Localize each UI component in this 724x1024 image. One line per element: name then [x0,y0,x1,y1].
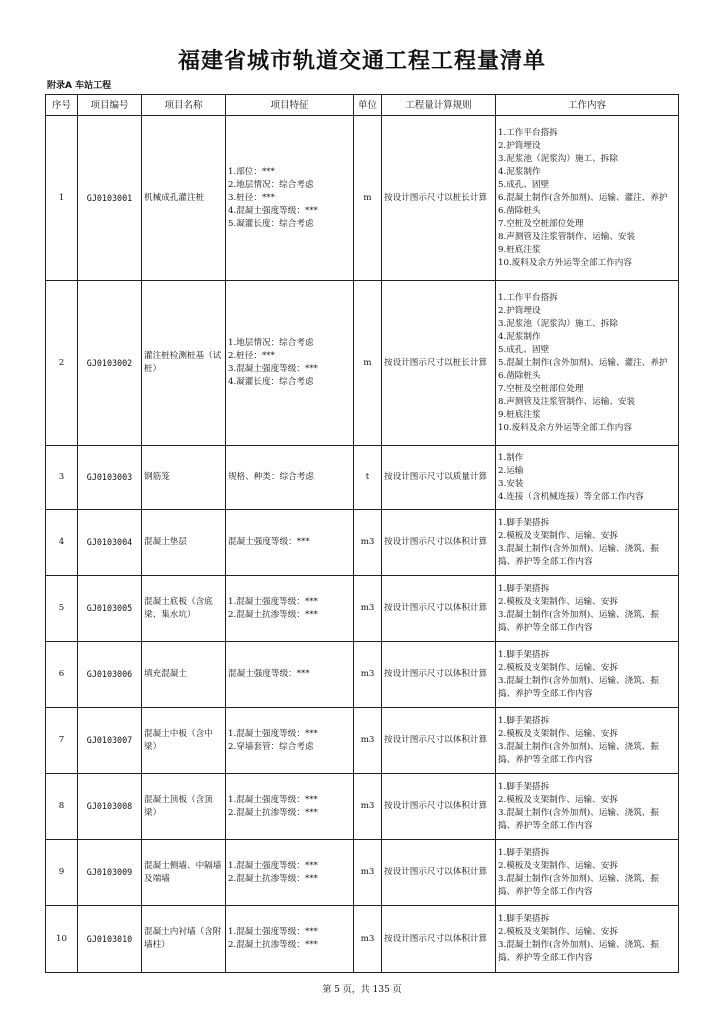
row-seq: 4 [46,510,78,576]
feature-line: 混凝土强度等级：*** [228,537,310,547]
work-line: 9.桩底注浆 [498,409,541,420]
feature-line: 2.地层情况：综合考虑 [228,179,314,190]
work-line: 3.泥浆池（泥浆沟）施工、拆除 [498,318,618,329]
work-line: 1.制作 [498,452,524,463]
row-code: GJ0103008 [78,774,142,840]
work-line: 7.空桩及空桩部位处理 [498,383,584,394]
table-row [46,446,679,510]
page-title: 福建省城市轨道交通工程工程量清单 [177,49,546,74]
feature-line: 2.穿墙套管：综合考虑 [228,741,314,752]
row-work [496,116,679,281]
row-work [496,774,679,840]
work-line: 5.成孔、固壁 [498,344,550,355]
work-line: 1.脚手架搭拆 [498,649,550,660]
row-seq: 6 [46,642,78,708]
row-features [226,281,354,446]
row-features [226,576,354,642]
row-work [496,708,679,774]
work-line: 3.混凝土制作(含外加剂)、运输、浇筑、振捣、养护等全部工作内容 [498,940,659,963]
row-unit: m3 [354,510,382,576]
row-rule: 按设计图示尺寸以体积计算 [382,906,496,973]
work-line: 2.模板及支架制作、运输、安拆 [498,530,618,541]
row-code: GJ0103002 [78,281,142,446]
row-name: 混凝土内衬墙（含附墙柱） [142,906,226,973]
work-line: 1.工作平台搭拆 [498,292,558,303]
row-features [226,446,354,510]
row-features [226,510,354,576]
header-code: 项目编号 [78,95,142,116]
row-name: 混凝土底板（含底梁、集水坑） [142,576,226,642]
bill-of-quantities-table [45,94,679,973]
header-rule: 工程量计算规则 [382,95,496,116]
row-unit: m3 [354,840,382,906]
feature-line: 规格、种类：综合考虑 [228,472,314,482]
feature-line: 4.凝灌长度：综合考虑 [228,377,314,387]
work-line: 3.混凝土制作(含外加剂)、运输、浇筑、振捣、养护等全部工作内容 [498,543,659,567]
row-rule: 按设计图示尺寸以体积计算 [382,708,496,774]
header-seq: 序号 [46,95,78,116]
work-line: 6.混凝土制作(含外加剂)、运输、灌注、养护 [498,192,668,203]
work-line: 2.模板及支架制作、运输、安拆 [498,728,618,739]
work-line: 3.安装 [498,478,524,489]
feature-line: 1.混凝土强度等级：*** [228,794,318,805]
row-name: 钢筋笼 [142,446,226,510]
table-row [46,642,679,708]
work-line: 2.护筒埋设 [498,140,541,151]
table-row [46,116,679,281]
feature-line: 3.混凝土强度等级：*** [228,364,318,374]
work-line: 1.脚手架搭拆 [498,583,550,594]
feature-line: 3.桩径：*** [228,192,275,203]
row-code: GJ0103006 [78,642,142,708]
row-work [496,906,679,973]
row-rule: 按设计图示尺寸以体积计算 [382,642,496,708]
work-line: 2.模板及支架制作、运输、安拆 [498,794,618,805]
work-line: 8.声测管及注浆管制作、运输、安装 [498,231,636,242]
feature-line: 2.桩径：*** [228,351,275,361]
row-seq: 3 [46,446,78,510]
row-name: 混凝土中板（含中梁） [142,708,226,774]
work-line: 1.脚手架搭拆 [498,781,550,792]
table-row [46,774,679,840]
work-line: 2.模板及支架制作、运输、安拆 [498,662,618,673]
work-line: 3.混凝土制作(含外加剂)、运输、浇筑、振捣、养护等全部工作内容 [498,609,659,633]
row-unit: m3 [354,708,382,774]
row-work [496,510,679,576]
work-line: 8.声测管及注浆管制作、运输、安装 [498,396,636,407]
work-line: 7.空桩及空桩部位处理 [498,218,584,229]
row-features [226,906,354,973]
header-name: 项目名称 [142,95,226,116]
row-unit: m [354,116,382,281]
appendix-label: 附录A 车站工程 [47,81,112,91]
table-row [46,708,679,774]
row-seq: 10 [46,906,78,973]
table-row [46,906,679,973]
row-code: GJ0103003 [78,446,142,510]
work-line: 10.废料及余方外运等全部工作内容 [498,422,632,433]
header-work: 工作内容 [496,95,679,116]
row-features [226,116,354,281]
feature-line: 2.混凝土抗渗等级：*** [228,873,318,884]
feature-line: 1.部位：*** [228,166,275,177]
feature-line: 1.混凝土强度等级：*** [228,927,318,937]
row-features [226,840,354,906]
work-line: 1.工作平台搭拆 [498,127,558,138]
row-seq: 7 [46,708,78,774]
row-work [496,840,679,906]
row-name: 灌注桩检测桩基（试桩） [142,281,226,446]
row-seq: 2 [46,281,78,446]
row-rule: 按设计图示尺寸以桩长计算 [382,281,496,446]
table-row [46,281,679,446]
row-rule: 按设计图示尺寸以体积计算 [382,510,496,576]
row-rule: 按设计图示尺寸以桩长计算 [382,116,496,281]
row-code: GJ0103010 [78,906,142,973]
row-rule: 按设计图示尺寸以体积计算 [382,774,496,840]
header-features: 项目特征 [226,95,354,116]
row-unit: m3 [354,642,382,708]
work-line: 3.混凝土制作(含外加剂)、运输、浇筑、振捣、养护等全部工作内容 [498,675,659,699]
row-seq: 5 [46,576,78,642]
row-work [496,446,679,510]
row-code: GJ0103009 [78,840,142,906]
row-seq: 8 [46,774,78,840]
row-rule: 按设计图示尺寸以质量计算 [382,446,496,510]
row-features [226,774,354,840]
feature-line: 1.混凝土强度等级：*** [228,728,318,739]
row-rule: 按设计图示尺寸以体积计算 [382,840,496,906]
feature-line: 2.混凝土抗渗等级：*** [228,807,318,818]
feature-line: 2.混凝土抗渗等级：*** [228,609,318,620]
work-line: 2.模板及支架制作、运输、安拆 [498,927,618,937]
work-line: 2.护筒埋设 [498,305,541,316]
feature-line: 1.地层情况：综合考虑 [228,338,314,348]
feature-line: 1.混凝土强度等级：*** [228,596,318,607]
work-line: 10.废料及余方外运等全部工作内容 [498,257,632,268]
work-line: 3.泥浆池（泥浆沟）施工、拆除 [498,153,618,164]
row-unit: t [354,446,382,510]
table-row [46,840,679,906]
feature-line: 5.凝灌长度：综合考虑 [228,218,314,229]
row-name: 混凝土顶板（含顶梁） [142,774,226,840]
work-line: 4.泥浆制作 [498,166,541,177]
table-row [46,510,679,576]
row-seq: 9 [46,840,78,906]
work-line: 4.连接（含机械连接）等全部工作内容 [498,491,644,502]
work-line: 1.脚手架搭拆 [498,847,550,858]
row-code: GJ0103005 [78,576,142,642]
table-row [46,576,679,642]
row-seq: 1 [46,116,78,281]
row-name: 填充混凝土 [142,642,226,708]
row-work [496,642,679,708]
work-line: 2.模板及支架制作、运输、安拆 [498,860,618,871]
row-code: GJ0103001 [78,116,142,281]
work-line: 2.模板及支架制作、运输、安拆 [498,596,618,607]
feature-line: 1.混凝土强度等级：*** [228,860,318,871]
row-name: 混凝土侧墙、中隔墙及端墙 [142,840,226,906]
work-line: 6.凿除桩头 [498,205,541,216]
work-line: 5.成孔、固壁 [498,179,550,190]
header-unit: 单位 [354,95,382,116]
work-line: 1.脚手架搭拆 [498,914,550,924]
row-code: GJ0103007 [78,708,142,774]
table-header-row [46,95,679,116]
work-line: 2.运输 [498,465,524,476]
row-features [226,642,354,708]
feature-line: 混凝土强度等级：*** [228,669,310,679]
page-footer: 第 5 页，共 135 页 [322,985,402,995]
work-line: 9.桩底注浆 [498,244,541,255]
work-line: 1.脚手架搭拆 [498,517,550,528]
row-name: 机械成孔灌注桩 [142,116,226,281]
work-line: 3.混凝土制作(含外加剂)、运输、浇筑、振捣、养护等全部工作内容 [498,873,659,897]
work-line: 3.混凝土制作(含外加剂)、运输、浇筑、振捣、养护等全部工作内容 [498,741,659,765]
row-unit: m3 [354,774,382,840]
work-line: 4.泥浆制作 [498,331,541,342]
work-line: 6.凿除桩头 [498,370,541,381]
row-rule: 按设计图示尺寸以体积计算 [382,576,496,642]
row-unit: m3 [354,906,382,973]
row-unit: m3 [354,576,382,642]
work-line: 5.混凝土制作(含外加剂)、运输、灌注、养护 [498,357,668,368]
work-line: 1.脚手架搭拆 [498,715,550,726]
row-work [496,576,679,642]
feature-line: 2.混凝土抗渗等级：*** [228,940,318,950]
row-unit: m [354,281,382,446]
work-line: 3.混凝土制作(含外加剂)、运输、浇筑、振捣、养护等全部工作内容 [498,807,659,831]
feature-line: 4.混凝土强度等级：*** [228,205,318,216]
row-features [226,708,354,774]
row-work [496,281,679,446]
row-code: GJ0103004 [78,510,142,576]
row-name: 混凝土垫层 [142,510,226,576]
